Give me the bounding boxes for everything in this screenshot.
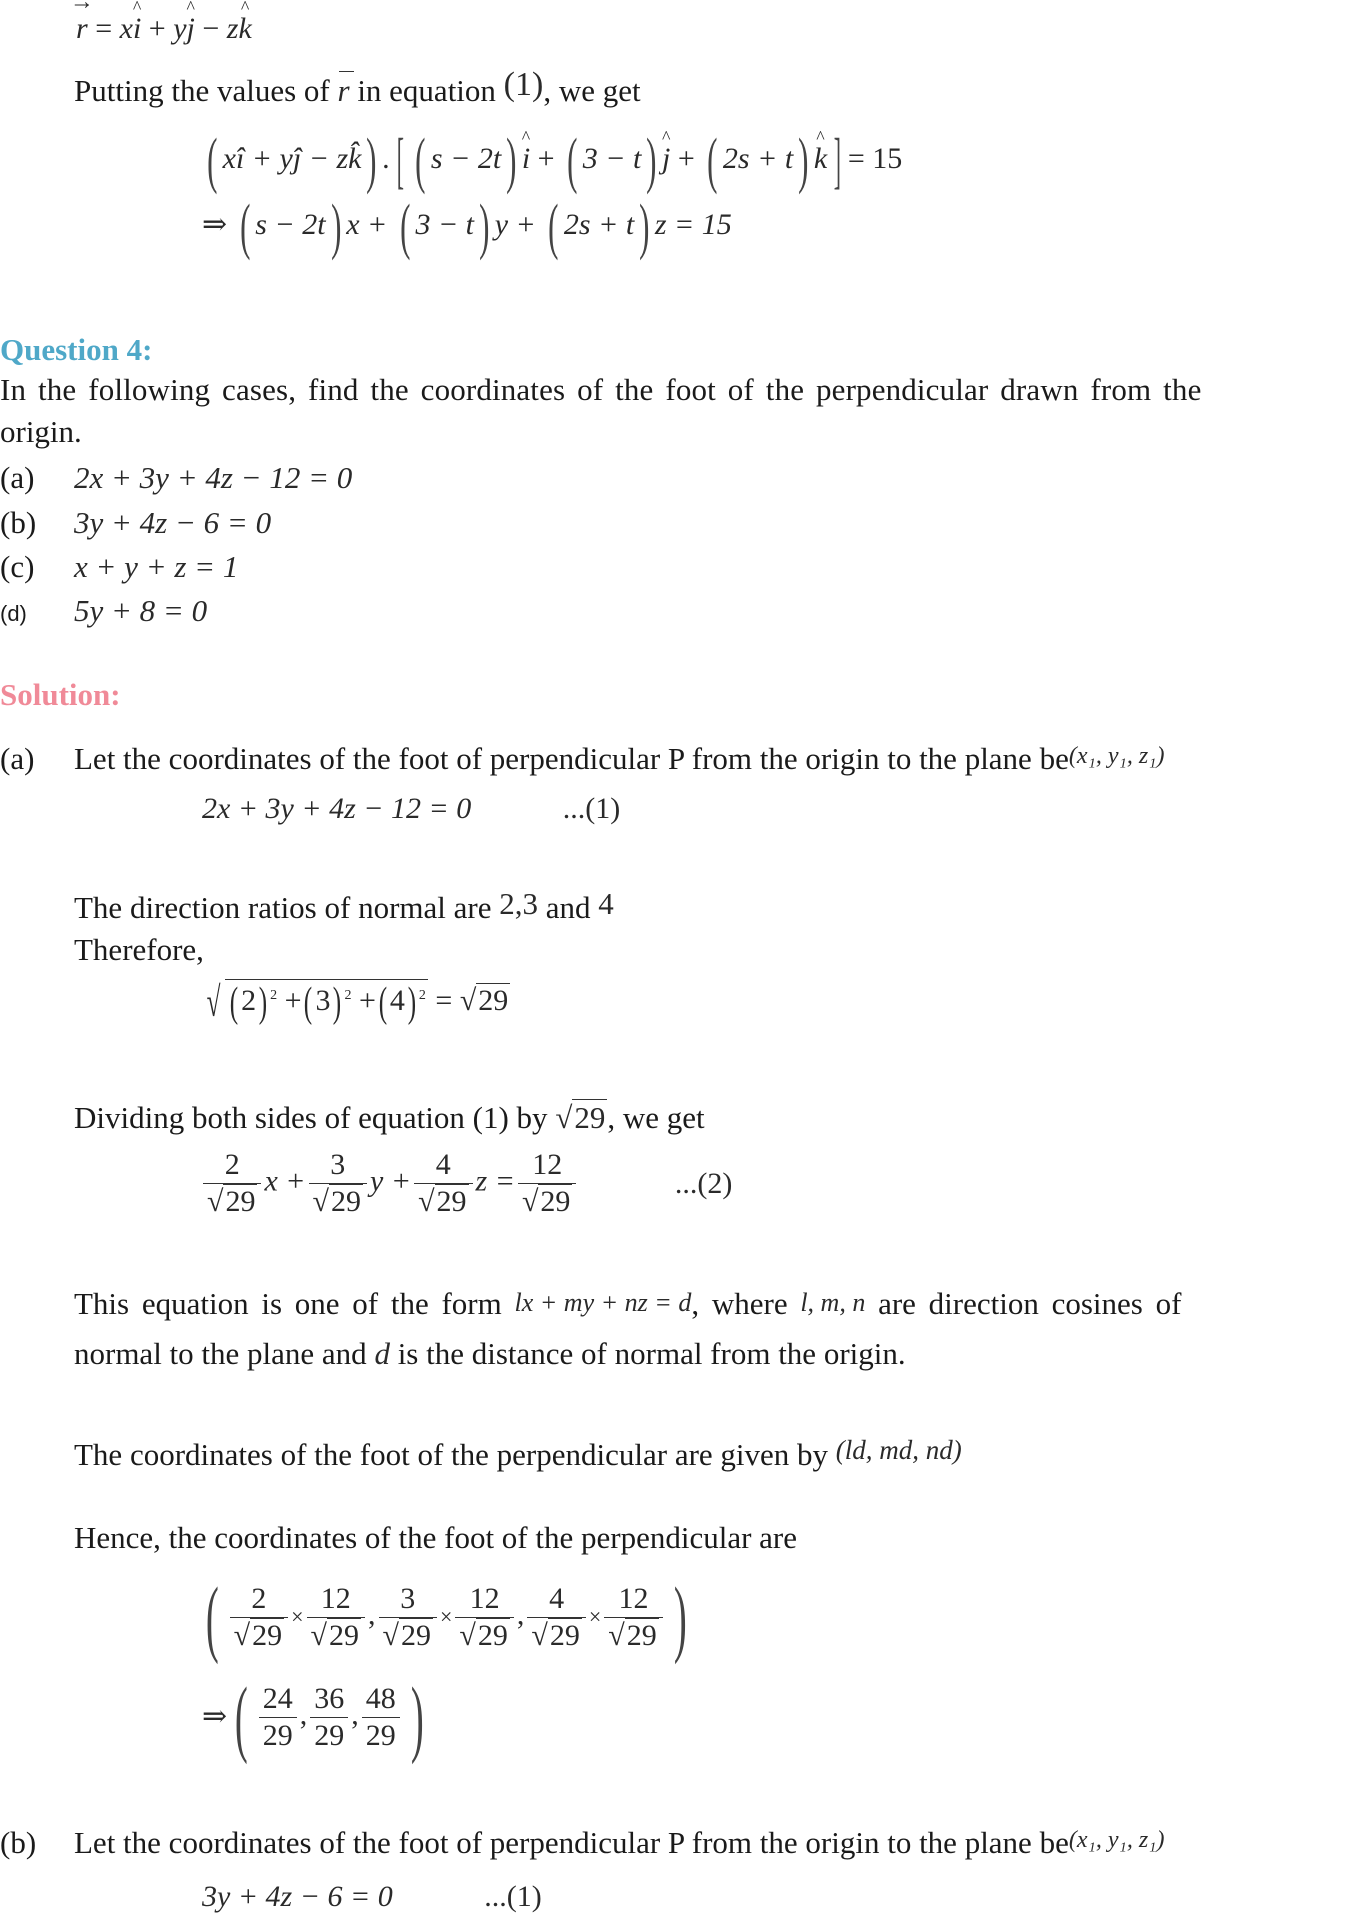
form-text: This equation is one of the form [74,1286,502,1321]
solution-b-intro-text: Let the coordinates of the foot of perpendicular P from the origin to the plane be [74,1825,1069,1860]
final-y-den: 29 [310,1717,348,1751]
dividing-root: 29 [574,1100,606,1135]
term-3: 3 [315,983,331,1017]
part-label-a: (a) [0,460,35,495]
cartesian-result-equation: ⇒ ( s − 2t) x + ( 3 − t) y + ( 2s + t) z = 15 [202,193,732,261]
solution-b-intro [0,1827,1165,1858]
foot-point-a: (x₁, y₁, z₁) [1068,743,1165,769]
frac-num: 12 [618,1581,649,1615]
times: × [439,1604,453,1629]
plane-equation: 2x + 3y + 4z − 12 = 0 [202,792,472,825]
final-z-num: 48 [365,1681,396,1715]
coeff-y: 3 − t [415,207,475,241]
plus: + [358,983,376,1017]
frac-den: 29 [329,1618,359,1652]
term-2: 2 [241,983,257,1017]
dr-last: 4 [598,886,614,921]
distance-d: d [374,1336,390,1371]
vector-r-equation: → r = x^ i + y^ j − z^ k [76,14,252,44]
final-coordinates: ⇒( $\frac{24}{29}$ , $\frac{36}{29}$ , $\frac{48}{29}$ ) [202,1669,424,1765]
solution-label-a: (a) [0,741,35,776]
var-z: z = [475,1164,515,1198]
dividing-line: Dividing both sides of equation (1) by √29, we get [74,1100,705,1135]
dr-text: The direction ratios of normal are [74,890,492,925]
var-y: y [173,12,187,45]
implies-arrow: ⇒ [202,1700,228,1733]
unit-k: ^ k [238,14,251,44]
product-coordinates: ( $\frac{2}{√29}$ × $\frac{12}{√29}$ , $\frac{3}{√29}$ × $\frac{12}{√29}$ , $\frac{4}{√29}$ × $\frac{12}{√29}$ ) [205,1569,687,1665]
equation-ref-b1: ...(1) [484,1880,542,1913]
part-label-c: (c) [0,549,35,584]
part-equation-a: 2x + 3y + 4z − 12 = 0 [74,460,353,495]
coeff-i: s − 2t [430,141,502,175]
form-where: , where [691,1286,788,1321]
plus: + [284,983,302,1017]
frac-num: 12 [320,1581,351,1615]
var-y: y + [370,1164,412,1198]
magnitude-sqrt: √ (2) $^2$ +(3) $^2$ +(4) $^2$ [206,980,426,1026]
putting-text-3: , we get [543,73,641,108]
normalized-equation: $\frac{2}{√29}$ x + $\frac{3}{√29}$ y + $\frac{4}{√29}$ z = $\frac{12}{√29}$ ...(2) [200,1150,732,1217]
frac-num: 4 [435,1148,451,1181]
form-line-1 [74,1288,1181,1319]
rhs-15: = 15 [847,141,903,175]
dot-product-equation: ( xî + yĵ − zk̂) . [ ( s − 2t) ^ i + ( 3 − t) ^ j + ( 2s + t) ^ k ] = 15 [202,130,902,192]
var-y-term: y + [494,207,536,241]
therefore-text: Therefore, [74,932,204,967]
coeff-z: 2s + t [563,207,635,241]
solution-b-plane-eq [202,1882,542,1912]
coords-formula: (ld, md, nd) [835,1435,962,1465]
implies-arrow: ⇒ [202,207,228,241]
part-label-b: (b) [0,505,37,540]
question-part-d [0,595,207,626]
sq: 2 [418,987,426,1003]
frac-num: 12 [469,1581,500,1615]
equals: = [435,983,453,1017]
putting-text-2: in equation [357,73,496,108]
frac-num: 3 [330,1148,346,1181]
coords-text: The coordinates of the foot of the perpendicular are given by [74,1437,829,1472]
dr-and: and [545,890,591,925]
final-x-den: 29 [259,1717,297,1751]
frac-den: 29 [225,1185,256,1218]
frac-den: 29 [400,1618,431,1652]
equation-ref: (1) [503,66,544,103]
op-plus: + [148,12,166,45]
frac-den: 29 [436,1185,467,1218]
var-z: z [226,12,239,45]
question-part-b [0,507,271,538]
coeff-j: 3 − t [582,141,642,175]
question-heading: Question 4: [0,332,153,367]
form-line2-a: normal to the plane and [74,1336,367,1371]
frac-num: 2 [251,1581,267,1615]
direction-ratios-line [74,886,614,925]
question-text-line2: origin. [0,414,82,449]
unit-j: ^ j [187,14,195,44]
part-equation-d: 5y + 8 = 0 [74,593,208,628]
dividing-text-2: , we get [607,1100,705,1135]
coeff-x: s − 2t [255,207,326,241]
hence-line: Hence, the coordinates of the foot of the perpendicular are [74,1520,798,1555]
frac-num: 4 [549,1581,565,1615]
comma: , [368,1597,376,1631]
question-part-c [0,551,238,582]
question-text-line1: In the following cases, find the coordinates of the foot of the perpendicular drawn from the [0,372,1202,407]
position-vector: xî + yĵ − zk̂ [222,141,362,175]
foot-point-b: (x₁, y₁, z₁) [1068,1827,1165,1853]
var-x: x + [264,1164,306,1198]
var-x-term: x + [346,207,388,241]
dr-values: 2,3 [499,886,538,921]
final-y-num: 36 [314,1681,345,1715]
putting-values-line [74,66,641,108]
final-x-num: 24 [262,1681,293,1715]
coords-given-line [74,1435,962,1472]
magnitude-equation: √ (2) $^2$ +(3) $^2$ +(4) $^2$ = √29 [202,982,510,1024]
solution-label-b: (b) [0,1825,37,1860]
frac-num: 3 [400,1581,416,1615]
frac-den: 29 [549,1618,580,1652]
comma: , [299,1697,308,1731]
solution-a-intro [0,743,1165,774]
comma: , [516,1597,525,1631]
question-part-a [0,462,352,493]
frac-den: 29 [331,1185,361,1218]
frac-num: 2 [224,1148,240,1181]
direction-cosines: l, m, n [800,1288,866,1317]
final-z-den: 29 [362,1717,400,1751]
comma: , [351,1697,359,1731]
frac-num: 12 [532,1148,563,1181]
frac-den: 29 [540,1185,571,1218]
sq: 2 [270,987,278,1003]
form-text-3: are direction cosines of [878,1286,1182,1321]
sq: 2 [344,987,352,1003]
frac-den: 29 [252,1618,283,1652]
var-x: x [119,12,133,45]
equation-ref-1: ...(1) [562,792,621,825]
vector-r: → r [76,14,88,44]
part-equation-c: x + y + z = 1 [74,549,239,584]
var-z-term: z = 15 [654,207,732,241]
part-equation-b: 3y + 4z − 6 = 0 [74,505,272,540]
putting-text: Putting the values of [74,73,330,108]
frac-den: 29 [477,1618,508,1652]
term-4: 4 [389,983,405,1017]
form-line2-b: is the distance of normal from the origin. [397,1336,906,1371]
vector-r-bar: r [337,73,350,108]
solution-heading: Solution: [0,677,121,712]
plane-equation-b: 3y + 4z − 6 = 0 [202,1880,393,1913]
frac-den: 29 [626,1618,657,1652]
form-line-2 [74,1338,906,1369]
dividing-text: Dividing both sides of equation (1) by [74,1100,548,1135]
form-equation: lx + my + nz = d [514,1288,692,1317]
unit-i: ^ i [133,14,141,44]
part-label-d: (d) [0,601,27,626]
coeff-k: 2s + t [722,141,794,175]
sqrt-29: 29 [478,983,509,1017]
times: × [291,1604,304,1629]
solution-a-intro-text: Let the coordinates of the foot of perpendicular P from the origin to the plane be [74,741,1069,776]
equation-ref-2: ...(2) [674,1166,733,1200]
solution-a-plane-eq [202,794,620,824]
op-minus: − [202,12,220,45]
times: × [588,1604,602,1629]
